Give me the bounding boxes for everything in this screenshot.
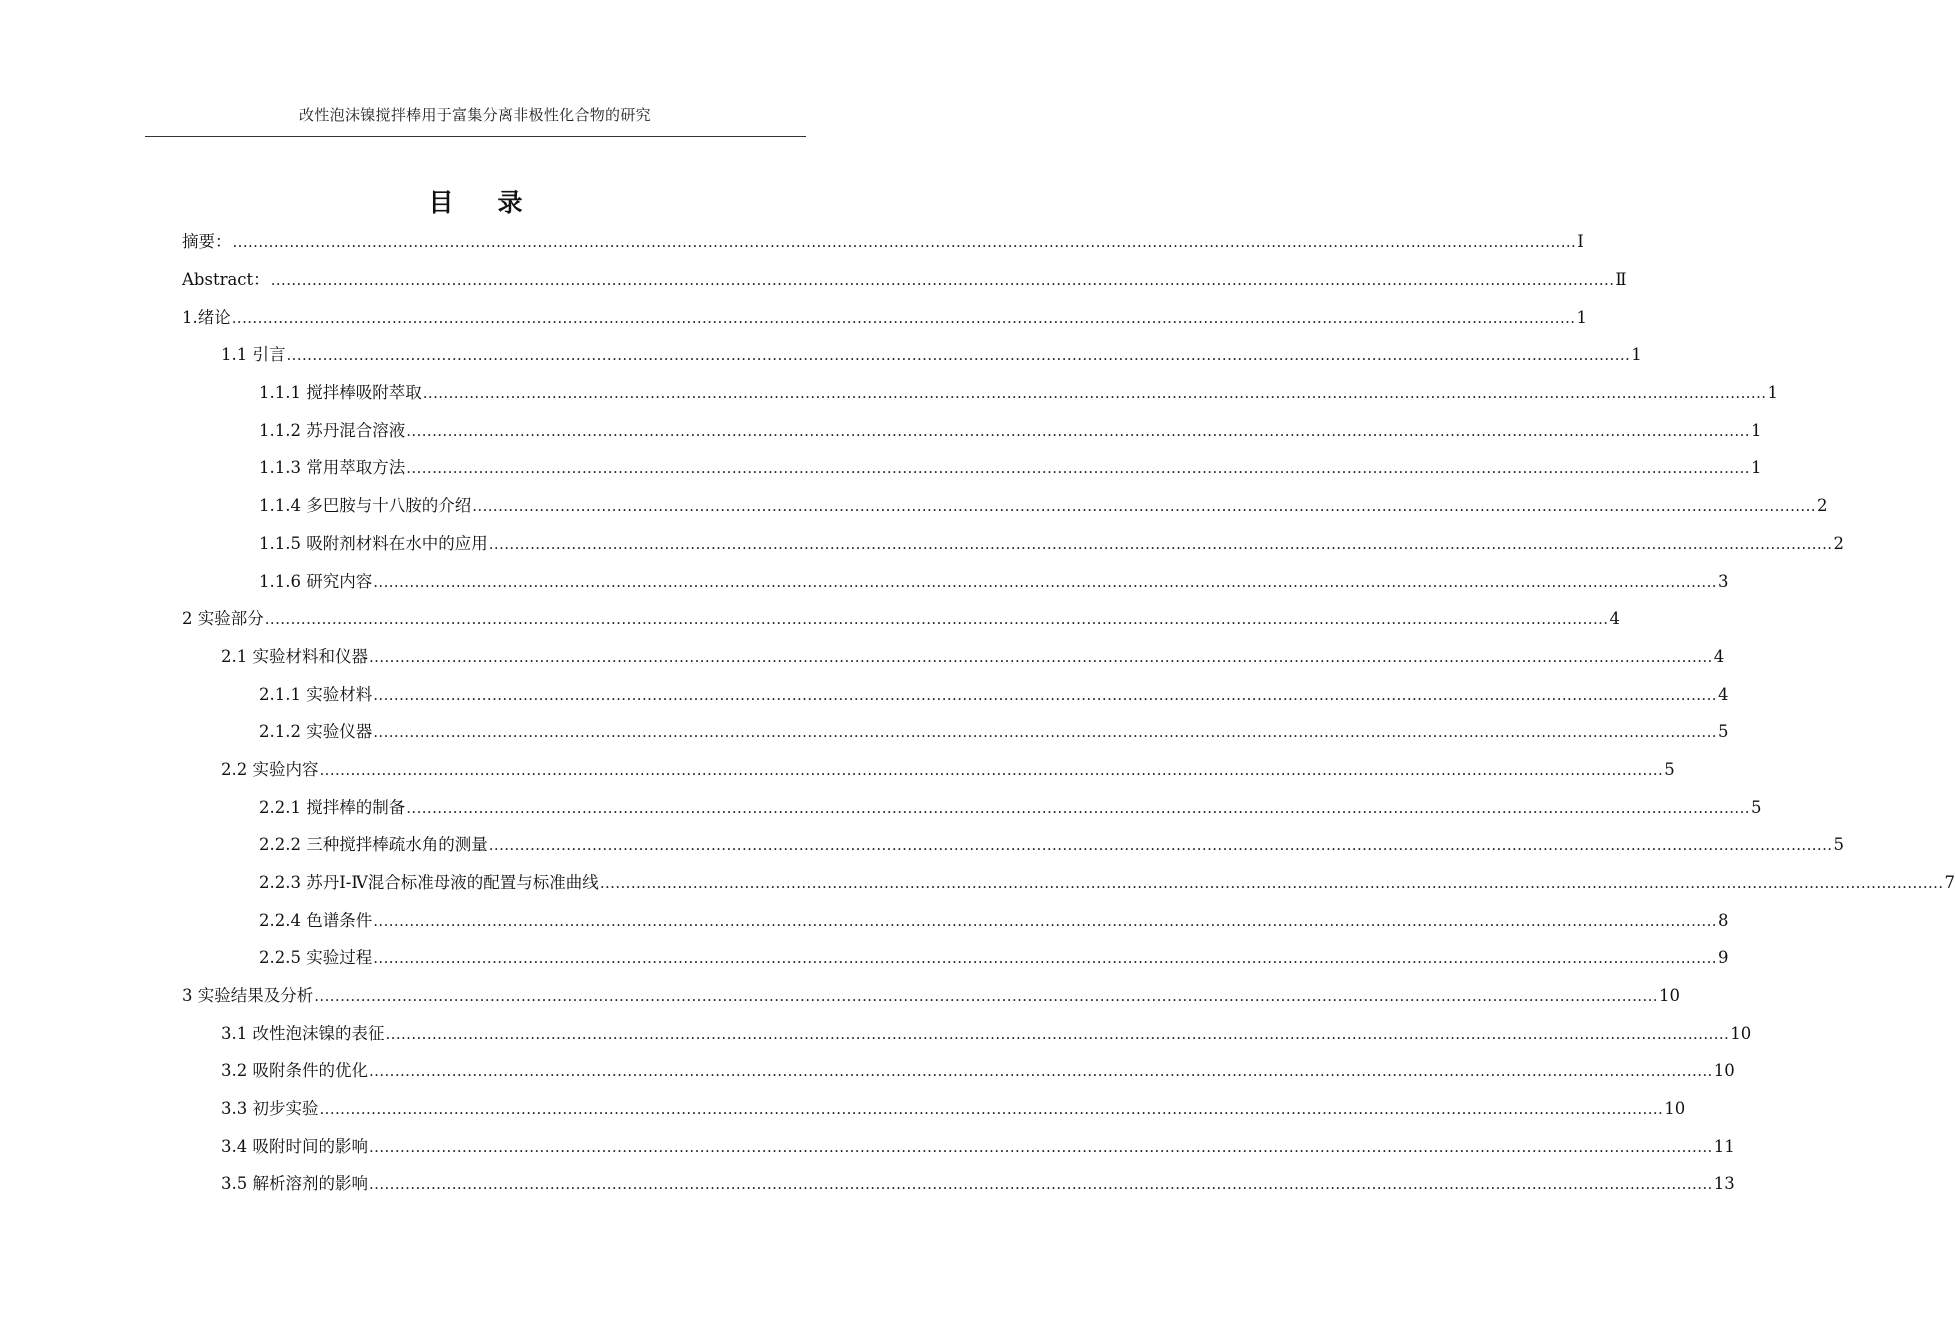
toc-entry-label: 2.2 实验内容 — [221, 760, 319, 779]
toc-entry-label: 3.2 吸附条件的优化 — [221, 1061, 368, 1080]
dot-leader: .................................................................................................................................................................................................................................................................... — [319, 1100, 1664, 1118]
dot-leader: .................................................................................................................................................................................................................................................................... — [406, 459, 1750, 477]
toc-entry-2-2-2[interactable] — [259, 834, 1844, 856]
toc-entry-abstract-en[interactable] — [182, 269, 1627, 291]
toc-entry-2-1[interactable] — [221, 646, 1725, 668]
toc-entry-2[interactable] — [182, 608, 1620, 630]
toc-entry-label: 2.2.5 实验过程 — [259, 948, 373, 967]
toc-entry-page: 4 — [1713, 647, 1725, 666]
dot-leader: .................................................................................................................................................................................................................................................................... — [488, 535, 1833, 553]
running-header: 改性泡沫镍搅拌棒用于富集分离非极性化合物的研究 — [299, 106, 651, 124]
toc-entry-label: 2.1.2 实验仪器 — [259, 722, 373, 741]
dot-leader: .................................................................................................................................................................................................................................................................... — [406, 799, 1750, 817]
dot-leader: .................................................................................................................................................................................................................................................................... — [286, 346, 1631, 364]
toc-entry-label: 2.2.1 搅拌棒的制备 — [259, 798, 406, 817]
toc-entry-page: 2 — [1833, 534, 1844, 553]
toc-entry-label: 2.2.4 色谱条件 — [259, 911, 373, 930]
dot-leader: .................................................................................................................................................................................................................................................................... — [385, 1025, 1730, 1043]
dot-leader: .................................................................................................................................................................................................................................................................... — [472, 497, 1816, 515]
toc-entry-label: 1.1.5 吸附剂材料在水中的应用 — [259, 534, 488, 553]
dot-leader: .................................................................................................................................................................................................................................................................... — [373, 912, 1717, 930]
toc-entry-label: 摘要： — [182, 232, 232, 251]
toc-entry-label: 3.3 初步实验 — [221, 1099, 319, 1118]
dot-leader: .................................................................................................................................................................................................................................................................... — [264, 610, 1609, 628]
toc-entry-page: 9 — [1717, 948, 1729, 967]
toc-entry-page: 5 — [1750, 798, 1762, 817]
toc-entry-1-1-6[interactable] — [259, 571, 1729, 593]
toc-entry-page: 1 — [1576, 308, 1587, 327]
dot-leader: .................................................................................................................................................................................................................................................................... — [369, 1138, 1713, 1156]
toc-entry-page: 10 — [1730, 1024, 1752, 1043]
dot-leader: .................................................................................................................................................................................................................................................................... — [232, 233, 1577, 251]
toc-entry-page: 3 — [1717, 572, 1729, 591]
dot-leader: .................................................................................................................................................................................................................................................................... — [369, 1175, 1713, 1193]
toc-entry-page: 4 — [1609, 609, 1620, 628]
toc-entry-2-2-4[interactable] — [259, 910, 1729, 932]
toc-entry-label: 1.1.2 苏丹混合溶液 — [259, 421, 406, 440]
toc-entry-page: 8 — [1717, 911, 1729, 930]
toc-entry-3-4[interactable] — [221, 1136, 1735, 1158]
toc-entry-1-1[interactable] — [221, 344, 1642, 366]
toc-entry-2-2-3[interactable] — [259, 872, 1955, 894]
toc-entry-1-1-1[interactable] — [259, 382, 1778, 404]
toc-entry-label: 1.1.3 常用萃取方法 — [259, 458, 406, 477]
toc-entry-page: 1 — [1750, 458, 1762, 477]
toc-entry-label: Abstract： — [182, 270, 270, 289]
dot-leader: .................................................................................................................................................................................................................................................................... — [369, 1062, 1713, 1080]
toc-entry-page: 10 — [1664, 1099, 1686, 1118]
toc-entry-label: 3 实验结果及分析 — [182, 986, 314, 1005]
toc-entry-label: 1.绪论 — [182, 308, 231, 327]
toc-title: 目录 — [428, 188, 567, 217]
dot-leader: .................................................................................................................................................................................................................................................................... — [422, 384, 1767, 402]
toc-entry-page: 4 — [1717, 685, 1729, 704]
dot-leader: .................................................................................................................................................................................................................................................................... — [314, 987, 1658, 1005]
toc-entry-page: 1 — [1767, 383, 1778, 402]
toc-entry-page: 2 — [1816, 496, 1828, 515]
toc-entry-page: 13 — [1713, 1174, 1735, 1193]
toc-entry-label: 1.1.4 多巴胺与十八胺的介绍 — [259, 496, 472, 515]
toc-entry-label: 2.1 实验材料和仪器 — [221, 647, 368, 666]
toc-entry-page: 10 — [1658, 986, 1680, 1005]
toc-entry-3-5[interactable] — [221, 1173, 1735, 1195]
dot-leader: .................................................................................................................................................................................................................................................................... — [373, 949, 1717, 967]
dot-leader: .................................................................................................................................................................................................................................................................... — [231, 309, 1576, 327]
toc-entry-1-1-3[interactable] — [259, 457, 1762, 479]
toc-entry-page: 5 — [1664, 760, 1675, 779]
toc-entry-1[interactable] — [182, 307, 1587, 329]
toc-entry-page: 5 — [1717, 722, 1729, 741]
toc-entry-label: 2 实验部分 — [182, 609, 264, 628]
toc-entry-2-2-5[interactable] — [259, 947, 1729, 969]
toc-entry-label: 2.2.3 苏丹Ⅰ-Ⅳ混合标准母液的配置与标准曲线 — [259, 873, 599, 892]
toc-entry-page: 11 — [1713, 1137, 1735, 1156]
toc-entry-3-2[interactable] — [221, 1060, 1735, 1082]
toc-entry-label: 3.1 改性泡沫镍的表征 — [221, 1024, 385, 1043]
toc-entry-page: Ⅱ — [1615, 270, 1627, 289]
toc-entry-page: 7 — [1944, 873, 1955, 892]
dot-leader: .................................................................................................................................................................................................................................................................... — [319, 761, 1664, 779]
toc-entry-label: 2.1.1 实验材料 — [259, 685, 373, 704]
toc-entry-label: 2.2.2 三种搅拌棒疏水角的测量 — [259, 835, 488, 854]
dot-leader: .................................................................................................................................................................................................................................................................... — [488, 836, 1833, 854]
toc-entry-abstract-cn[interactable] — [182, 231, 1584, 253]
toc-entry-page: 5 — [1833, 835, 1844, 854]
toc-entry-page: 1 — [1631, 345, 1642, 364]
toc-entry-2-1-1[interactable] — [259, 684, 1729, 706]
dot-leader: .................................................................................................................................................................................................................................................................... — [599, 874, 1944, 892]
toc-entry-3-1[interactable] — [221, 1023, 1752, 1045]
toc-entry-3[interactable] — [182, 985, 1680, 1007]
toc-entry-1-1-2[interactable] — [259, 420, 1762, 442]
toc-entry-1-1-4[interactable] — [259, 495, 1828, 517]
toc-entry-2-2-1[interactable] — [259, 797, 1762, 819]
toc-entry-label: 1.1.6 研究内容 — [259, 572, 373, 591]
toc-entry-2-2[interactable] — [221, 759, 1675, 781]
dot-leader: .................................................................................................................................................................................................................................................................... — [373, 686, 1717, 704]
toc-entry-page: Ⅰ — [1577, 232, 1584, 251]
dot-leader: .................................................................................................................................................................................................................................................................... — [406, 422, 1750, 440]
dot-leader: .................................................................................................................................................................................................................................................................... — [373, 573, 1717, 591]
toc-entry-3-3[interactable] — [221, 1098, 1686, 1120]
toc-entry-label: 3.5 解析溶剂的影响 — [221, 1174, 368, 1193]
toc-entry-page: 10 — [1713, 1061, 1735, 1080]
dot-leader: .................................................................................................................................................................................................................................................................... — [373, 723, 1717, 741]
dot-leader: .................................................................................................................................................................................................................................................................... — [270, 271, 1615, 289]
toc-entry-label: 3.4 吸附时间的影响 — [221, 1137, 368, 1156]
toc-entry-1-1-5[interactable] — [259, 533, 1844, 555]
toc-entry-label: 1.1 引言 — [221, 345, 286, 364]
toc-entry-page: 1 — [1750, 421, 1762, 440]
toc-entry-2-1-2[interactable] — [259, 721, 1729, 743]
toc-entry-label: 1.1.1 搅拌棒吸附萃取 — [259, 383, 422, 402]
dot-leader: .................................................................................................................................................................................................................................................................... — [369, 648, 1713, 666]
